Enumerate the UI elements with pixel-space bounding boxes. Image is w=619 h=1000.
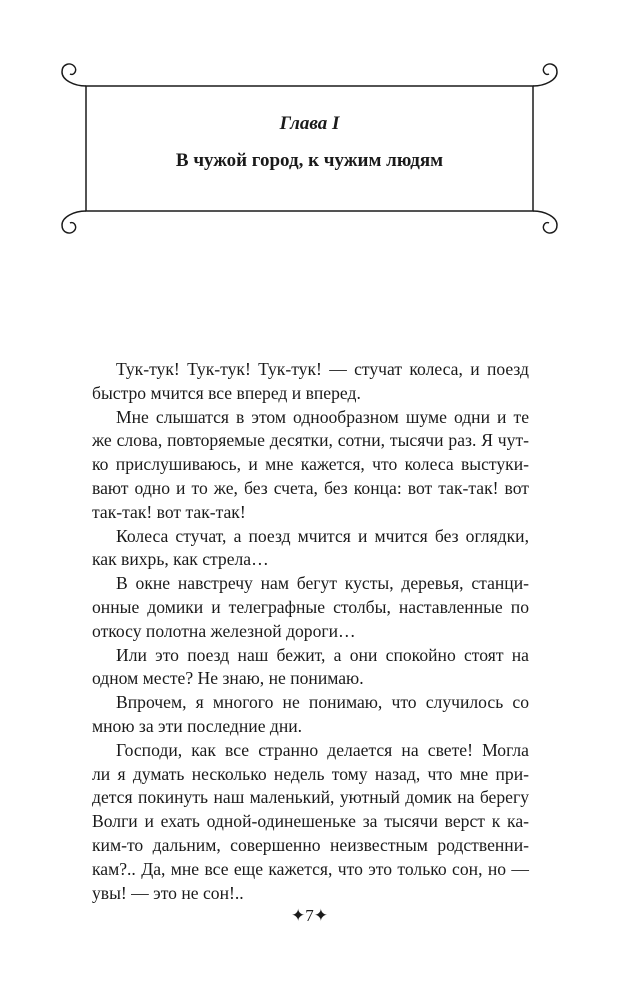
ornament-left-icon: ✦ — [291, 906, 306, 925]
chapter-title: В чужой город, к чужим людям — [175, 150, 444, 171]
text-line: увы! — это не сон!.. — [92, 882, 244, 903]
text-line: Господи, как все странно делается на свете! Могла — [116, 739, 529, 760]
text-line: быстро мчится все вперед и вперед. — [92, 382, 361, 403]
text-line: Волги и ехать одной-одинешеньке за тысячи верст к ка- — [92, 811, 529, 832]
text-line: Мне слышатся в этом однообразном шуме одни и те — [116, 406, 529, 427]
text-line: вают одно и то же, без счета, без конца: вот так-так! вот — [92, 477, 529, 498]
text-line: ли я думать несколько недель тому назад, что мне при- — [92, 763, 529, 784]
text-line: откосу полотна железной дороги… — [92, 620, 356, 641]
text-line: Тук-тук! Тук-тук! Тук-тук! — стучат колеса, и поезд — [116, 359, 529, 379]
text-line: В окне навстречу нам бегут кусты, деревья, станци- — [116, 573, 529, 594]
page-number — [0, 906, 619, 926]
text-line: как вихрь, как стрела… — [92, 549, 269, 570]
text-line: ко прислушиваюсь, и мне кажется, что колеса выстуки- — [92, 454, 529, 475]
text-line: Или это поезд наш бежит, а они спокойно стоят на — [116, 644, 529, 665]
text-line: кам?.. Да, мне все еще кажется, что это только сон, но — — [92, 858, 529, 879]
chapter-label: Глава I — [279, 113, 340, 134]
text-line: ким-то дальним, совершенно неизвестным родственни- — [92, 834, 529, 855]
text-line: одном месте? Не знаю, не понимаю. — [92, 668, 364, 689]
ornament-right-icon: ✦ — [313, 906, 328, 925]
text-line: Колеса стучат, а поезд мчится и мчится без оглядки, — [116, 525, 529, 546]
chapter-text — [92, 358, 529, 905]
text-line: мною за эти последние дни. — [92, 715, 303, 736]
text-line: дется покинуть наш маленький, уютный домик на берегу — [92, 787, 529, 808]
page-number-value: 7 — [305, 906, 314, 925]
text-line: так-так! вот так-так! — [92, 501, 246, 522]
text-line: же слова, повторяемые десятки, сотни, тысячи раз. Я чут- — [92, 430, 529, 451]
text-line: Впрочем, я многого не понимаю, что случилось со — [116, 692, 529, 713]
text-line: онные домики и телеграфные столбы, наставленные по — [92, 596, 529, 617]
